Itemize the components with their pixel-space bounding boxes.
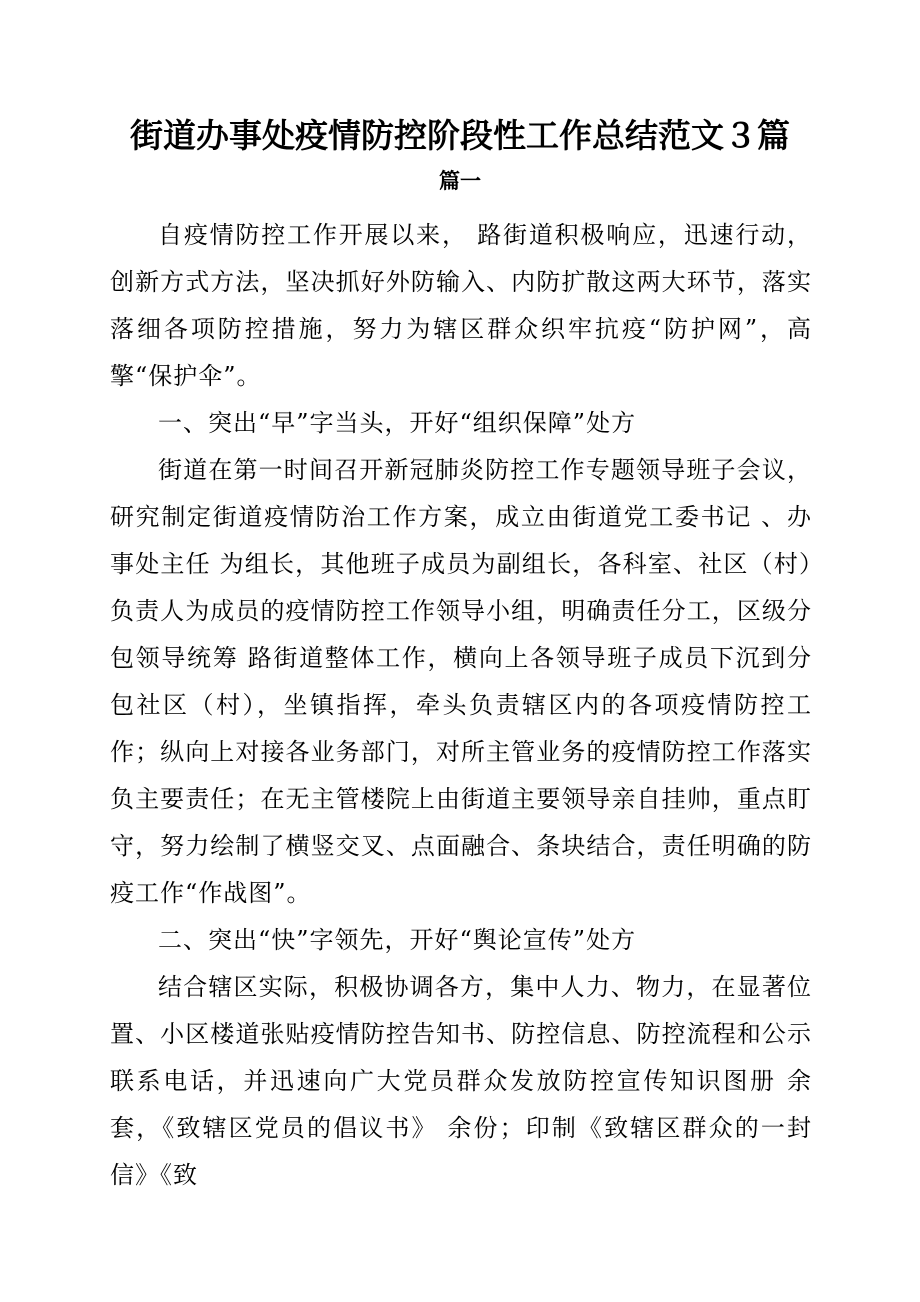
document-title: 街道办事处疫情防控阶段性工作总结范文３篇 [130, 116, 790, 155]
paragraph-intro: 自疫情防控工作开展以来， 路街道积极响应，迅速行动，创新方式方法，坚决抓好外防输入、内防扩散这两大环节，落实落细各项防控措施，努力为辖区群众织牢抗疫“防护网”，高擎“保护伞”。 [110, 221, 812, 390]
paragraph-section-2: 结合辖区实际，积极协调各方，集中人力、物力，在显著位置、小区楼道张贴疫情防控告知书、防控信息、防控流程和公示联系电话，并迅速向广大党员群众发放防控宣传知识图册 余套，《致辖区党员的倡议书》 余份；印制《致辖区群众的一封信》《致 [110, 973, 812, 1189]
document-body [110, 212, 812, 1199]
section-title: 篇一 [439, 169, 481, 193]
paragraph-section-1: 街道在第一时间召开新冠肺炎防控工作专题领导班子会议，研究制定街道疫情防治工作方案，成立由街道党工委书记 、办事处主任 为组长，其他班子成员为副组长，各科室、社区（村）负责人为成员的疫情防控工作领导小组，明确责任分工，区级分包领导统筹 路街道整体工作，横向上各领导班子成员下沉到分包社区（村），坐镇指挥，牵头负责辖区内的各项疫情防控工作；纵向上对接各业务部门，对所主管业务的疫情防控工作落实负主要责任；在无主管楼院上由街道主要领导亲自挂帅，重点盯守，努力绘制了横竖交叉、点面融合、条块结合，责任明确的防疫工作“作战图”。 [110, 456, 812, 907]
heading-section-2: 二、突出“快”字领先，开好“舆论宣传”处方 [158, 926, 637, 954]
heading-section-1: 一、突出“早”字当头，开好“组织保障”处方 [158, 409, 637, 437]
